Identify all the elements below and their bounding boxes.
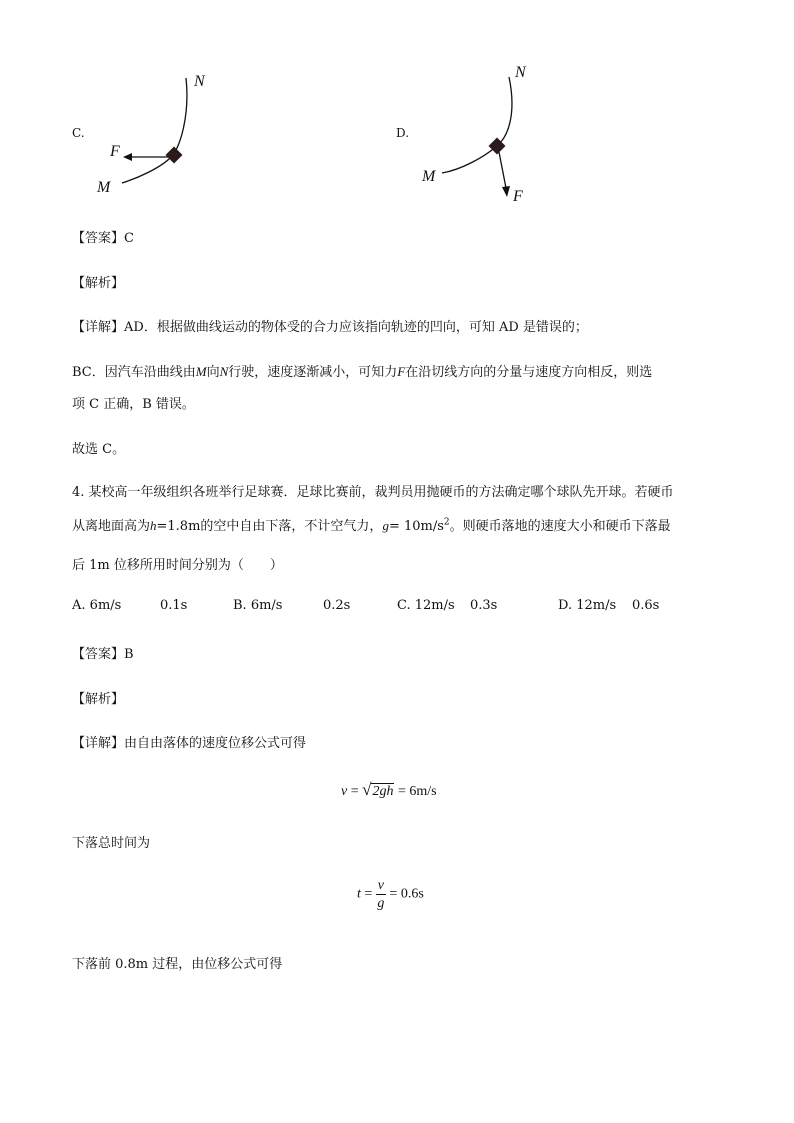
- label-m: M: [97, 179, 111, 196]
- formula-rhs: = 0.6s: [386, 886, 424, 902]
- q4-stem-line3: 后 1m 位移所用时间分别为（ ）: [72, 558, 283, 573]
- option-speed: 6m/s: [250, 598, 283, 613]
- formula-rhs: = 6m/s: [394, 784, 437, 799]
- bc-text-b: 向: [206, 365, 220, 380]
- q3-bc-line2: 项 C 正确，B 错误。: [72, 397, 195, 412]
- formula-lhs: t: [357, 886, 361, 902]
- option-speed: 12m/s: [576, 598, 617, 613]
- option-letter: B.: [233, 598, 247, 613]
- option-letter: D.: [558, 598, 573, 613]
- bc-text-d: 在沿切线方向的分量与速度方向相反，则选: [405, 365, 653, 380]
- q4-option-d-time: 0.6s: [632, 598, 660, 613]
- q4-option-c-time: 0.3s: [470, 598, 498, 613]
- option-c-diagram: [90, 60, 230, 200]
- detail-tag: 【详解】: [72, 736, 125, 751]
- var-g: g: [382, 518, 389, 533]
- var-h: h: [150, 518, 157, 533]
- option-speed: 12m/s: [414, 598, 455, 613]
- option-c-letter: C.: [72, 126, 85, 140]
- label-n: N: [194, 73, 205, 90]
- detail-tag: 【详解】: [72, 320, 125, 335]
- q4-option-b-time: 0.2s: [323, 598, 351, 613]
- q3-analysis-heading: 【解析】: [72, 276, 125, 291]
- formula-eq: =: [347, 784, 363, 799]
- option-d-diagram: [410, 55, 570, 210]
- bc-text-c: 行驶，速度逐渐减小，可知力: [228, 365, 398, 380]
- var-m: M: [195, 364, 207, 379]
- force-arrowhead: [123, 153, 132, 161]
- last-line: 下落前 0.8m 过程，由位移公式可得: [72, 957, 283, 972]
- var-n: N: [219, 364, 229, 379]
- g-exponent: 2: [443, 517, 450, 528]
- label-f: F: [513, 188, 523, 205]
- q4-detail-line: [72, 732, 306, 751]
- h-value: =1.8m: [156, 519, 201, 534]
- detail-text: 由自由落体的速度位移公式可得: [124, 736, 307, 751]
- q3-answer: 【答案】C: [72, 231, 134, 246]
- q3-conclusion: 故选 C。: [72, 442, 126, 457]
- var-f: F: [397, 364, 406, 379]
- force-arrow-line: [499, 152, 506, 188]
- fraction-denominator: g: [377, 896, 385, 911]
- formula-lhs: v: [341, 784, 348, 799]
- label-f: F: [110, 143, 120, 160]
- formula-eq: =: [360, 886, 376, 902]
- q4-option-a-time: 0.1s: [160, 598, 188, 613]
- option-letter: C.: [397, 598, 411, 613]
- formula-radicand: 2gh: [372, 784, 394, 799]
- option-speed: 6m/s: [89, 598, 122, 613]
- q3-bc-line1: [72, 361, 652, 380]
- option-d-letter: D.: [396, 126, 410, 140]
- total-time-text: 下落总时间为: [72, 836, 151, 851]
- stem-text-a: 从离地面高为: [72, 519, 151, 534]
- object-block: [166, 147, 183, 164]
- trajectory-curve: [442, 77, 512, 173]
- q4-option-c: [397, 598, 455, 613]
- q4-analysis-heading: 【解析】: [72, 692, 125, 707]
- formula-time: [357, 877, 424, 912]
- q4-option-b: [233, 598, 282, 613]
- stem-text-c: 。则硬币落地的速度大小和硬币下落最: [449, 519, 671, 534]
- bc-text-a: BC．因汽车沿曲线由: [72, 365, 196, 380]
- q4-answer: 【答案】B: [72, 647, 134, 662]
- q4-option-a: [72, 598, 121, 613]
- fraction: [376, 877, 386, 912]
- sqrt-icon: √: [362, 780, 372, 799]
- stem-text-b: 的空中自由下落，不计空气力，: [200, 519, 383, 534]
- fraction-numerator: v: [377, 878, 385, 893]
- label-n: N: [515, 64, 526, 81]
- force-arrowhead: [502, 186, 510, 197]
- g-value: = 10m/s: [388, 519, 444, 534]
- q4-stem-line2: [72, 515, 671, 534]
- trajectory-curve: [122, 78, 187, 183]
- q3-detail-line1: [72, 316, 588, 335]
- detail-text: AD．根据做曲线运动的物体受的合力应该指向轨迹的凹向，可知 AD 是错误的；: [124, 320, 588, 335]
- q4-option-d: [558, 598, 616, 613]
- label-m: M: [422, 168, 436, 185]
- option-letter: A.: [72, 598, 86, 613]
- q4-stem-line1: 4. 某校高一年级组织各班举行足球赛．足球比赛前，裁判员用抛硬币的方法确定哪个球队先开球。若硬币: [72, 485, 674, 500]
- formula-velocity: [341, 780, 437, 800]
